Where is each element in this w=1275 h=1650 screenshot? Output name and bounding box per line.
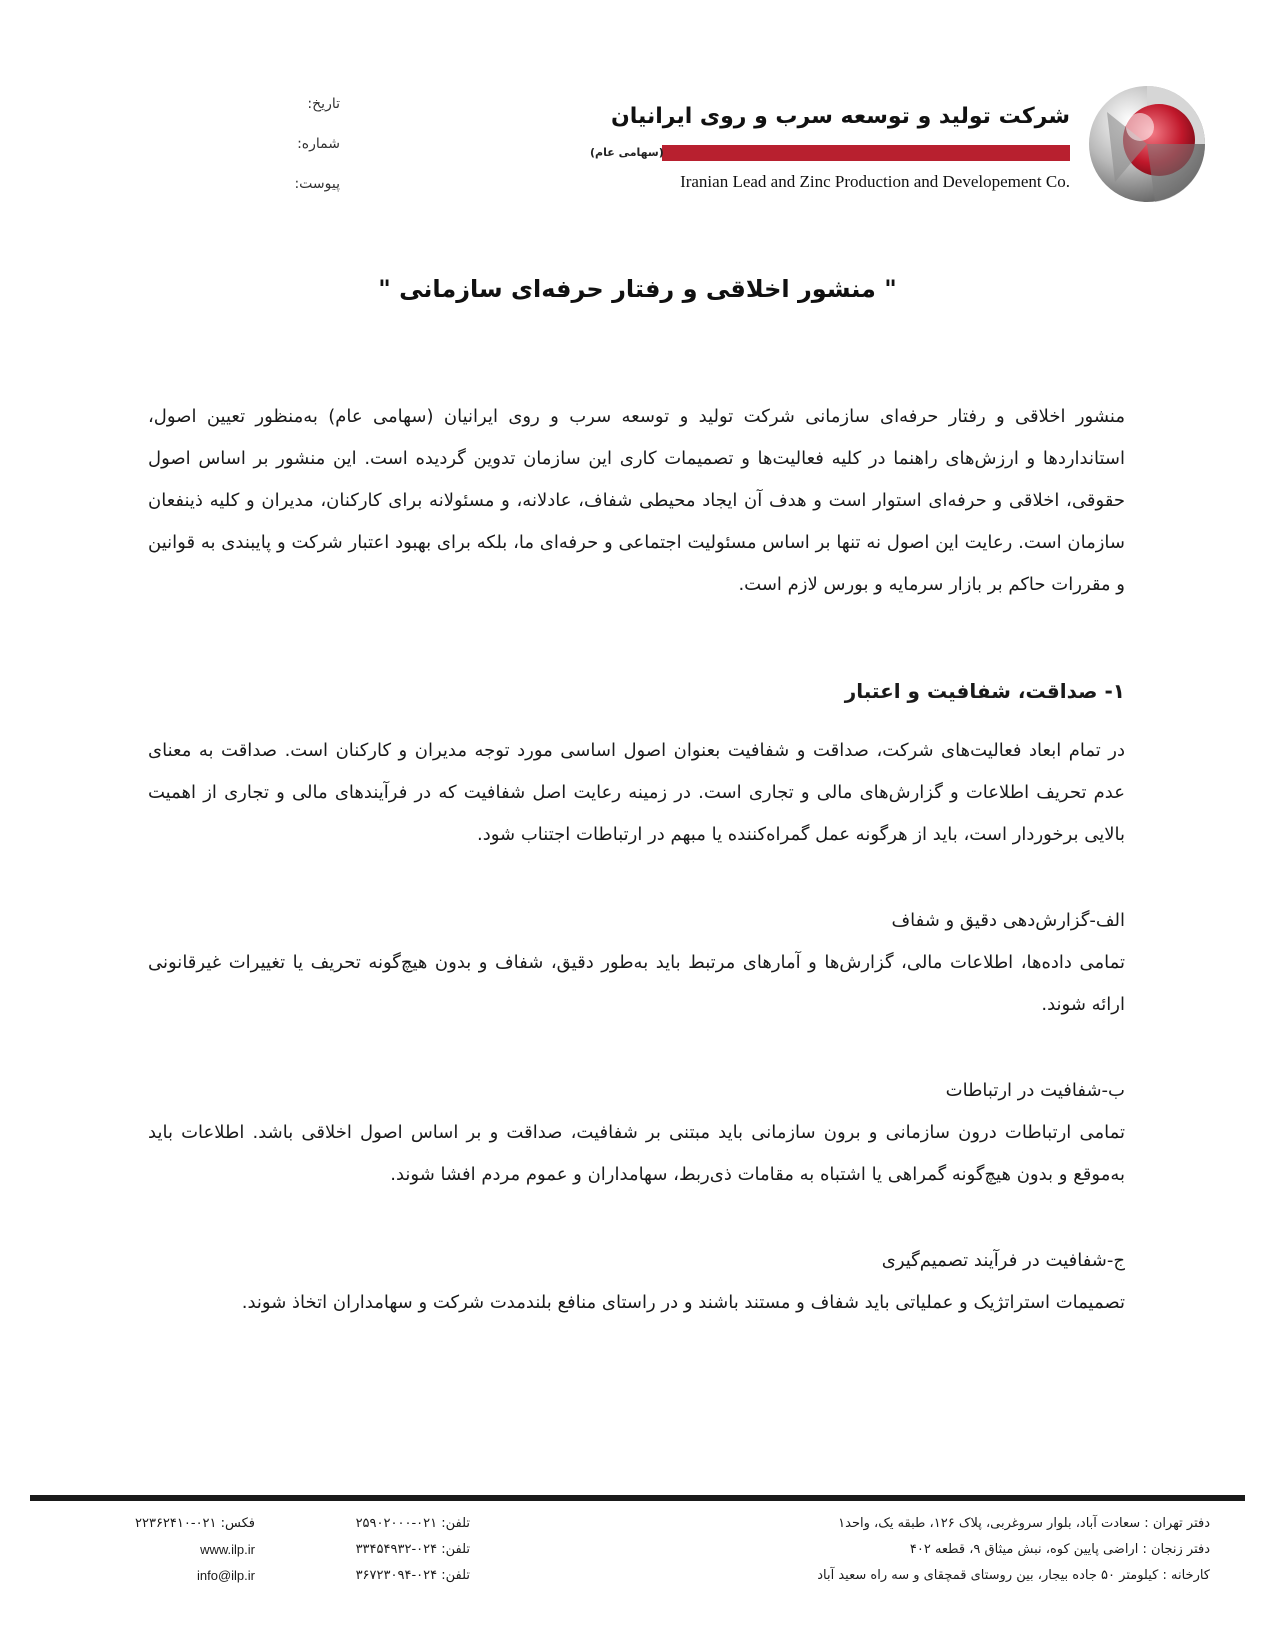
intro-paragraph: منشور اخلاقی و رفتار حرفه‌ای سازمانی شرکت تولید و توسعه سرب و روی ایرانیان (سهامی عام) به‌منظور تعیین اصول، استانداردها و ارزش‌های راهنما در کلیه فعالیت‌ها و تصمیمات کاری این سازمان تدوین گردیده است. این منشور بر اساس اصول حقوقی، اخلاقی و حرفه‌ای استوار است و هدف آن ایجاد محیطی شفاف، عادلانه، و مسئولانه برای کارکنان، مدیران و کلیه ذینفعان سازمان است. رعایت این اصول نه تنها بر اساس مسئولیت اجتماعی و حرفه‌ای ما، بلکه برای بهبود اعتبار شرکت و پایبندی به قوانین و مقررات حاکم بر بازار سرمایه و بورس لازم است. [148, 406, 1125, 595]
header-red-bar [662, 145, 1070, 161]
footer-addresses [680, 1511, 1210, 1589]
website-link[interactable]: www.ilp.ir [200, 1542, 255, 1557]
section-paragraph: در تمام ابعاد فعالیت‌های شرکت، صداقت و شفافیت بعنوان اصول اساسی مورد توجه مدیران و کارکنان است. صداقت به معنای عدم تحریف اطلاعات و گزارش‌های مالی و تجاری است. در زمینه رعایت اصل شفافیت که در فرآیندهای مالی و تجاری از اهمیت بالایی برخوردار است، باید از هرگونه عمل گمراه‌کننده یا مبهم در ارتباطات اجتناب شود. [148, 740, 1125, 845]
letter-meta [230, 96, 340, 216]
company-name-fa: شرکت تولید و توسعه سرب و روی ایرانیان [610, 104, 1070, 129]
email-link[interactable]: info@ilp.ir [197, 1568, 255, 1583]
footer-divider [30, 1495, 1245, 1501]
attachment-label: پیوست: [294, 176, 340, 192]
company-name-en: Iranian Lead and Zinc Production and Developement Co. [680, 172, 1070, 191]
phone-tehran: تلفن: ۰۲۱-۲۵۹۰۲۰۰۰ [355, 1516, 470, 1531]
subsection-title: ب-شفافیت در ارتباطات [945, 1080, 1125, 1101]
date-label: تاریخ: [307, 96, 340, 112]
footer-phones [285, 1511, 470, 1589]
footer-contact [85, 1511, 255, 1589]
section-heading: ۱- صداقت، شفافیت و اعتبار [844, 679, 1125, 703]
phone-zanjan: تلفن: ۰۲۴-۳۳۴۵۴۹۳۲ [355, 1542, 470, 1557]
subsection-body: تمامی داده‌ها، اطلاعات مالی، گزارش‌ها و آمارهای مرتبط باید به‌طور دقیق، شفاف و بدون هیچ‌گونه تحریف یا تغییرات غیرقانونی ارائه شوند. [148, 952, 1125, 1015]
address-factory: کارخانه : کیلومتر ۵۰ جاده بیجار، بین روستای قمچقای و سه راه سعید آباد [817, 1568, 1210, 1583]
company-logo [1085, 82, 1210, 207]
subsection-title: ج-شفافیت در فرآیند تصمیم‌گیری [881, 1250, 1125, 1271]
fax-number: فکس: ۰۲۱-۲۲۳۶۲۴۱۰ [135, 1516, 255, 1531]
page-title: " منشور اخلاقی و رفتار حرفه‌ای سازمانی " [378, 275, 897, 303]
document-body [148, 396, 1125, 1324]
subsection-body: تمامی ارتباطات درون سازمانی و برون سازمانی باید مبتنی بر شفافیت، صداقت و بر اساس اصول اخلاقی باشد. اطلاعات باید به‌موقع و بدون هیچ‌گونه گمراهی یا اشتباه به مقامات ذی‌ربط، سهامداران و عموم مردم افشا شوند. [148, 1122, 1125, 1185]
subsection-title: الف-گزارش‌دهی دقیق و شفاف [891, 910, 1125, 931]
address-tehran: دفتر تهران : سعادت آباد، بلوار سروغربی، پلاک ۱۲۶، طبقه یک، واحد۱ [838, 1516, 1210, 1531]
number-label: شماره: [297, 136, 340, 152]
subsection-body: تصمیمات استراتژیک و عملیاتی باید شفاف و مستند باشند و در راستای منافع بلندمدت شرکت و سهامداران اتخاذ شوند. [241, 1292, 1125, 1313]
phone-factory: تلفن: ۰۲۴-۳۶۷۲۳۰۹۴ [355, 1568, 470, 1583]
address-zanjan: دفتر زنجان : اراضی پایین کوه، نبش میثاق ۹، قطعه ۴۰۲ [909, 1542, 1210, 1557]
company-type: (سهامی عام) [590, 146, 664, 159]
